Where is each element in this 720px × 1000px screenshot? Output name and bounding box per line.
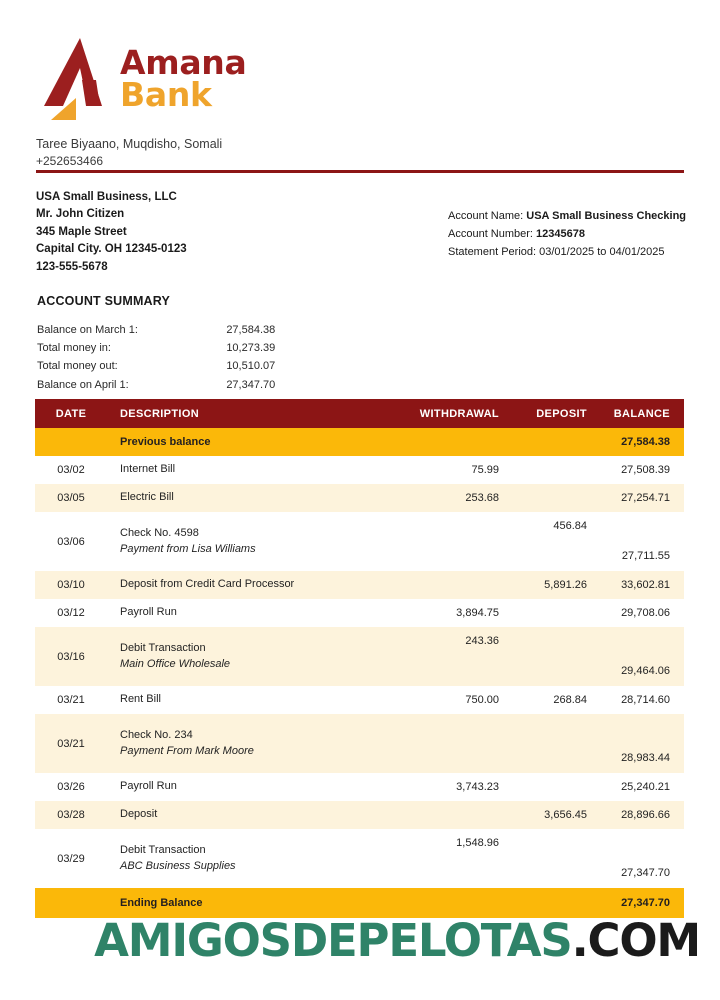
cell-description (107, 571, 379, 599)
header-divider (36, 170, 684, 173)
customer-address-block (36, 189, 187, 276)
cell-withdrawal: 3,743.23 (379, 773, 509, 801)
description-main: Payroll Run (120, 606, 177, 619)
summary-amount: 27,347.70 (226, 378, 276, 391)
statement-period-row (448, 244, 686, 262)
summary-row (37, 358, 297, 376)
cell-description (107, 829, 379, 888)
cell-deposit (509, 456, 597, 484)
account-summary-title: ACCOUNT SUMMARY (37, 294, 171, 308)
account-name-row (448, 208, 686, 226)
summary-label: Total money out: (37, 360, 118, 373)
customer-line-4: Capital City. OH 12345-0123 (36, 243, 187, 256)
cell-balance: 28,896.66 (597, 801, 684, 829)
customer-line-2: Mr. John Citizen (36, 208, 125, 221)
site-watermark (0, 914, 720, 967)
account-details-block (448, 208, 686, 261)
description-main: Rent Bill (120, 693, 161, 706)
cell-balance: 27,347.70 (597, 829, 684, 888)
account-number-row (448, 226, 686, 244)
transactions-header (35, 399, 684, 428)
table-row (35, 627, 684, 686)
description-sub: ABC Business Supplies (120, 859, 236, 872)
summary-row (37, 340, 297, 358)
description-sub: Main Office Wholesale (120, 657, 231, 670)
description-main: Check No. 4598 (120, 526, 199, 539)
cell-date: 03/26 (35, 773, 107, 801)
cell-description (107, 714, 379, 773)
cell-deposit: 3,656.45 (509, 801, 597, 829)
ending-balance-label: Ending Balance (107, 888, 379, 918)
previous-balance-deposit (509, 428, 597, 456)
transactions-table (35, 399, 684, 918)
account-summary-body (37, 322, 297, 395)
cell-withdrawal: 1,548.96 (379, 829, 509, 888)
cell-date: 03/06 (35, 512, 107, 571)
cell-date: 03/21 (35, 686, 107, 714)
customer-line-5: 123-555-5678 (36, 260, 108, 273)
cell-date: 03/10 (35, 571, 107, 599)
cell-date: 03/12 (35, 599, 107, 627)
summary-label: Balance on March 1: (37, 324, 138, 337)
cell-deposit: 268.84 (509, 686, 597, 714)
cell-date: 03/02 (35, 456, 107, 484)
bank-logo-line2: Bank (120, 75, 212, 114)
description-main: Deposit (120, 808, 158, 821)
cell-withdrawal (379, 801, 509, 829)
table-row (35, 686, 684, 714)
cell-deposit (509, 714, 597, 773)
bank-address: Taree Biyaano, Muqdisho, Somali (36, 137, 223, 151)
description-sub: Payment From Mark Moore (120, 744, 254, 757)
cell-deposit: 5,891.26 (509, 571, 597, 599)
cell-balance: 29,464.06 (597, 627, 684, 686)
table-row (35, 801, 684, 829)
summary-amount: 10,510.07 (226, 360, 276, 373)
cell-withdrawal (379, 512, 509, 571)
cell-date: 03/16 (35, 627, 107, 686)
bank-logo-line1: Amana (120, 42, 247, 82)
description-main: Debit Transaction (120, 641, 206, 654)
cell-balance: 28,983.44 (597, 714, 684, 773)
summary-amount: 10,273.39 (226, 342, 276, 355)
description-main: Electric Bill (120, 491, 174, 504)
cell-description (107, 456, 379, 484)
watermark-brand: AMIGOSDEPELOTAS (94, 914, 572, 967)
ending-balance-amount: 27,347.70 (597, 888, 684, 918)
cell-withdrawal: 3,894.75 (379, 599, 509, 627)
summary-label: Total money in: (37, 342, 111, 355)
transactions-header-row (35, 399, 684, 428)
table-row (35, 773, 684, 801)
cell-withdrawal: 75.99 (379, 456, 509, 484)
cell-withdrawal: 253.68 (379, 484, 509, 512)
cell-withdrawal (379, 714, 509, 773)
column-header-withdrawal: WITHDRAWAL (379, 399, 509, 428)
statement-period-value: 03/01/2025 to 04/01/2025 (539, 245, 665, 258)
cell-balance: 33,602.81 (597, 571, 684, 599)
cell-description (107, 627, 379, 686)
column-header-description: DESCRIPTION (107, 399, 379, 428)
statement-period-label: Statement Period: (448, 245, 537, 258)
cell-description (107, 801, 379, 829)
summary-row (37, 322, 297, 340)
table-row (35, 599, 684, 627)
table-row (35, 571, 684, 599)
description-main: Check No. 234 (120, 728, 193, 741)
account-name-value: USA Small Business Checking (526, 210, 687, 222)
cell-date: 03/29 (35, 829, 107, 888)
description-main: Payroll Run (120, 780, 177, 793)
account-summary-table (37, 322, 297, 395)
cell-balance: 25,240.21 (597, 773, 684, 801)
previous-balance-date (35, 428, 107, 456)
cell-balance: 27,711.55 (597, 512, 684, 571)
column-header-date: DATE (35, 399, 107, 428)
customer-line-1: USA Small Business, LLC (36, 191, 177, 203)
bank-logo-wordmark (120, 42, 247, 114)
previous-balance-label: Previous balance (107, 428, 379, 456)
cell-balance: 28,714.60 (597, 686, 684, 714)
account-number-label: Account Number: (448, 227, 533, 240)
amana-bank-logo-icon (36, 36, 114, 122)
table-row (35, 829, 684, 888)
table-row (35, 456, 684, 484)
cell-deposit (509, 829, 597, 888)
cell-deposit (509, 599, 597, 627)
description-main: Internet Bill (120, 463, 176, 476)
cell-balance: 27,508.39 (597, 456, 684, 484)
cell-withdrawal: 750.00 (379, 686, 509, 714)
cell-date: 03/05 (35, 484, 107, 512)
cell-deposit (509, 484, 597, 512)
previous-balance-withdrawal (379, 428, 509, 456)
cell-description (107, 512, 379, 571)
summary-row (37, 376, 297, 394)
table-row (35, 714, 684, 773)
account-name-label: Account Name: (448, 210, 524, 222)
customer-line-3: 345 Maple Street (36, 225, 127, 238)
account-number-value: 12345678 (536, 227, 585, 240)
cell-description (107, 484, 379, 512)
cell-balance: 27,254.71 (597, 484, 684, 512)
cell-date: 03/28 (35, 801, 107, 829)
summary-label: Balance on April 1: (37, 378, 129, 391)
bank-logo (36, 30, 684, 128)
table-row (35, 484, 684, 512)
cell-deposit: 456.84 (509, 512, 597, 571)
cell-description (107, 773, 379, 801)
transactions-body (35, 428, 684, 918)
description-sub: Payment from Lisa Williams (120, 542, 256, 555)
column-header-deposit: DEPOSIT (509, 399, 597, 428)
summary-amount: 27,584.38 (226, 324, 276, 337)
previous-balance-amount: 27,584.38 (597, 428, 684, 456)
bank-phone: +252653466 (36, 153, 104, 168)
table-row (35, 512, 684, 571)
watermark-tld: .COM (571, 914, 700, 967)
cell-deposit (509, 627, 597, 686)
column-header-balance: BALANCE (597, 399, 684, 428)
description-main: Debit Transaction (120, 843, 206, 856)
previous-balance-row (35, 428, 684, 456)
cell-description (107, 599, 379, 627)
cell-description (107, 686, 379, 714)
letterhead (36, 30, 684, 169)
cell-deposit (509, 773, 597, 801)
cell-date: 03/21 (35, 714, 107, 773)
cell-balance: 29,708.06 (597, 599, 684, 627)
cell-withdrawal (379, 571, 509, 599)
cell-withdrawal: 243.36 (379, 627, 509, 686)
description-main: Deposit from Credit Card Processor (120, 578, 295, 591)
